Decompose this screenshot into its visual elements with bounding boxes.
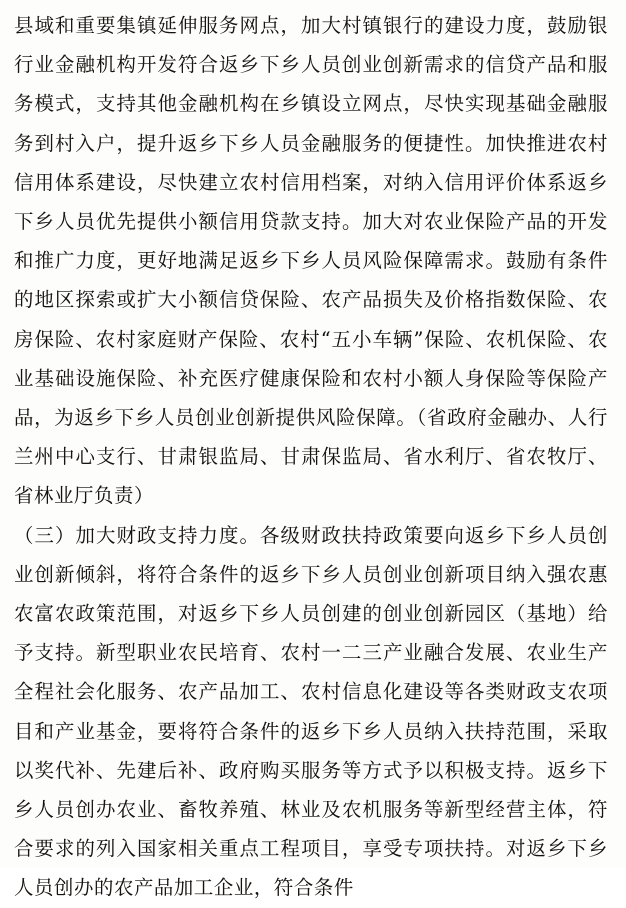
paragraph-section-three: （三）加大财政支持力度。各级财政扶持政策要向返乡下乡人员创业创新倾斜，将符合条件的返乡下乡人员创业创新项目纳入强农惠农富农政策范围，对返乡下乡人员创建的创业创新园区（基地）给予支持。新型职业农民培育、农村一二三产业融合发展、农业生产全程社会化服务、农产品加工、农村信息化建设等各类财政支农项目和产业基金，要将符合条件的返乡下乡人员纳入扶持范围，采取以奖代补、先建后补、政府购买服务等方式予以积极支持。返乡下乡人员创办农业、畜牧养殖、林业及农机服务等新型经营主体，符合要求的列入国家相关重点工程项目，享受专项扶持。对返乡下乡人员创办的农产品加工企业，符合条件 <box>14 523 608 900</box>
document-body <box>14 6 608 908</box>
paragraph-continuation: 县域和重要集镇延伸服务网点，加大村镇银行的建设力度，鼓励银行业金融机构开发符合返乡下乡人员创业创新需求的信贷产品和服务模式，支持其他金融机构在乡镇设立网点，尽快实现基础金融服务到村入户，提升返乡下乡人员金融服务的便捷性。加快推进农村信用体系建设，尽快建立农村信用档案，对纳入信用评价体系返乡下乡人员优先提供小额信用贷款支持。加大对农业保险产品的开发和推广力度，更好地满足返乡下乡人员风险保障需求。鼓励有条件的地区探索或扩大小额信贷保险、农产品损失及价格指数保险、农房保险、农村家庭财产保险、农村“五小车辆”保险、农机保险、农业基础设施保险、补充医疗健康保险和农村小额人身保险等保险产品，为返乡下乡人员创业创新提供风险保障。（省政府金融办、人行兰州中心支行、甘肃银监局、甘肃保监局、省水利厅、省农牧厅、省林业厅负责） <box>14 14 608 508</box>
